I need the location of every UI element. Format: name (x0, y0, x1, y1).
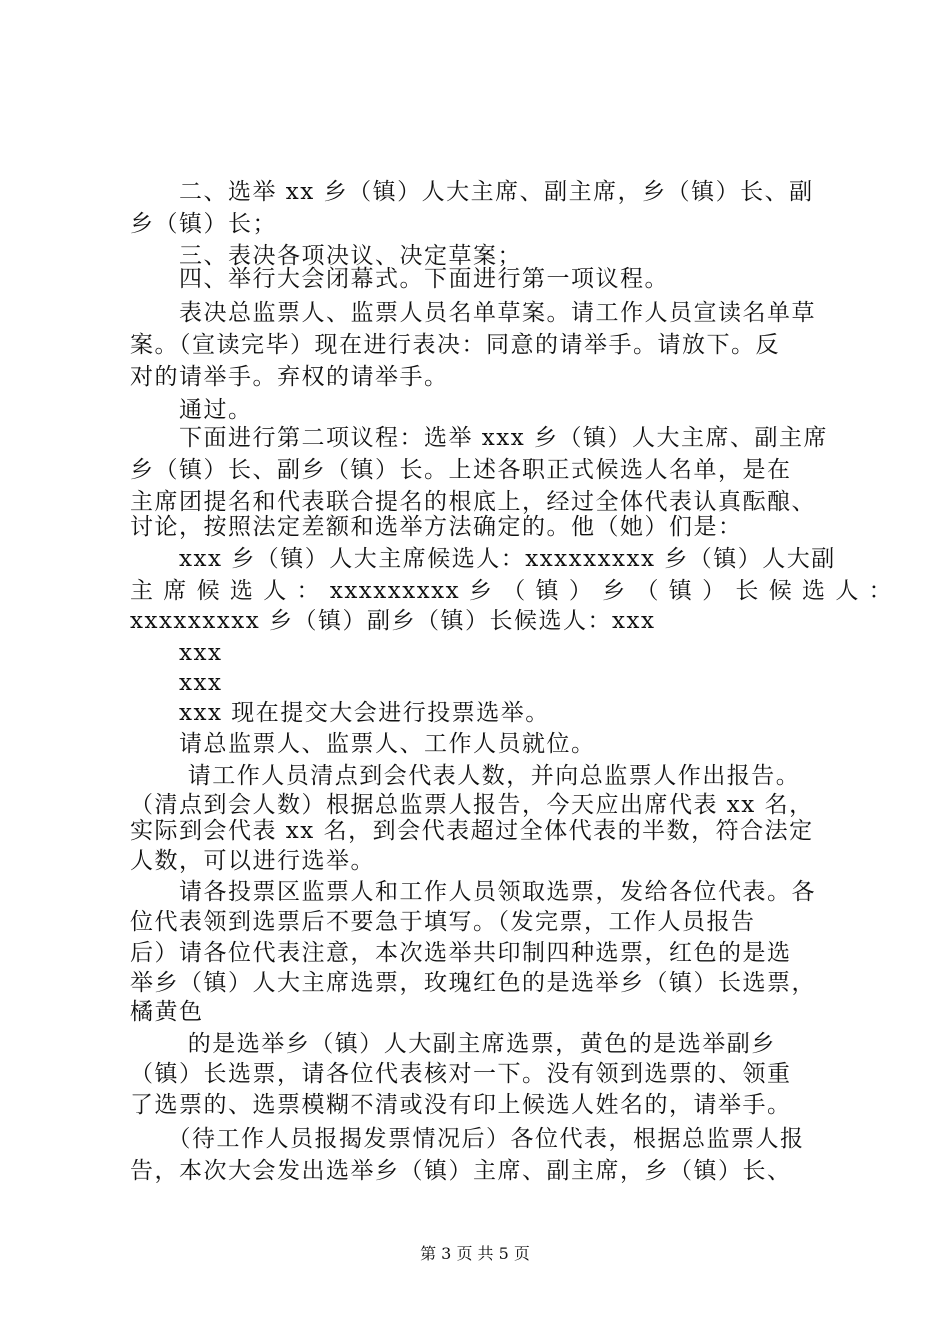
paragraph-line: 橘黄色 (130, 999, 204, 1025)
paragraph-line: 二、选举 xx 乡（镇）人大主席、副主席，乡（镇）长、副 (130, 179, 814, 205)
paragraph-line: 人数，可以进行选举。 (130, 848, 375, 874)
paragraph-line: 告，本次大会发出选举乡（镇）主席、副主席，乡（镇）长、 (130, 1158, 792, 1184)
paragraph-line: 请工作人员清点到会代表人数，并向总监票人作出报告。 (130, 763, 801, 789)
paragraph-line: xxx (130, 640, 223, 666)
paragraph-line: （清点到会人数）根据总监票人报告，今天应出席代表 xx 名， (130, 792, 814, 818)
paragraph-line: 的是选举乡（镇）人大副主席选票，黄色的是选举副乡 (130, 1031, 776, 1057)
paragraph-line: 主 席 候 选 人 ： xxxxxxxxx 乡 （ 镇 ） 乡 （ 镇 ） 长 候 选 人 ： (130, 578, 894, 604)
paragraph-line: 四、举行大会闭幕式。下面进行第一项议程。 (130, 266, 669, 292)
paragraph-line: 三、表决各项决议、决定草案； (130, 243, 522, 269)
paragraph-line: 请各投票区监票人和工作人员领取选票，发给各位代表。各 (130, 879, 816, 905)
paragraph-line: （待工作人员报揭发票情况后）各位代表，根据总监票人报 (130, 1126, 805, 1152)
paragraph-line: 乡（镇）长、副乡（镇）长。上述各职正式候选人名单，是在 (130, 457, 792, 483)
paragraph-line: 下面进行第二项议程：选举 xxx 乡（镇）人大主席、副主席 (130, 425, 829, 451)
paragraph-line: 讨论，按照法定差额和选举方法确定的。他（她）们是： (130, 514, 743, 540)
paragraph-line: 请总监票人、监票人、工作人员就位。 (130, 731, 596, 757)
paragraph-line: xxx 现在提交大会进行投票选举。 (130, 700, 550, 726)
paragraph-line: 位代表领到选票后不要急于填写。（发完票，工作人员报告 (130, 909, 756, 935)
paragraph-line: xxx (130, 670, 223, 696)
paragraph-line: 乡（镇）长； (130, 211, 277, 237)
paragraph-line: xxx 乡（镇）人大主席候选人：xxxxxxxxx 乡（镇）人大副 (130, 546, 836, 572)
page-number-footer: 第 3 页 共 5 页 (420, 1244, 530, 1263)
paragraph-line: xxxxxxxxx 乡（镇）副乡（镇）长候选人：xxx (130, 608, 656, 634)
paragraph-line: （镇）长选票，请各位代表核对一下。没有领到选票的、领重 (130, 1061, 792, 1087)
paragraph-line: 了选票的、选票模糊不清或没有印上候选人姓名的，请举手。 (130, 1092, 792, 1118)
paragraph-line: 主席团提名和代表联合提名的根底上，经过全体代表认真酝酿、 (130, 489, 816, 515)
paragraph-line: 通过。 (130, 397, 253, 423)
paragraph-line: 案。（宣读完毕）现在进行表决：同意的请举手。请放下。反 (130, 332, 780, 358)
paragraph-line: 表决总监票人、监票人员名单草案。请工作人员宣读名单草 (130, 300, 816, 326)
paragraph-line: 后）请各位代表注意，本次选举共印制四种选票，红色的是选 (130, 940, 792, 966)
paragraph-line: 对的请举手。弃权的请举手。 (130, 364, 449, 390)
paragraph-line: 举乡（镇）人大主席选票，玫瑰红色的是选举乡（镇）长选票， (130, 970, 816, 996)
paragraph-line: 实际到会代表 xx 名，到会代表超过全体代表的半数，符合法定 (130, 818, 814, 844)
